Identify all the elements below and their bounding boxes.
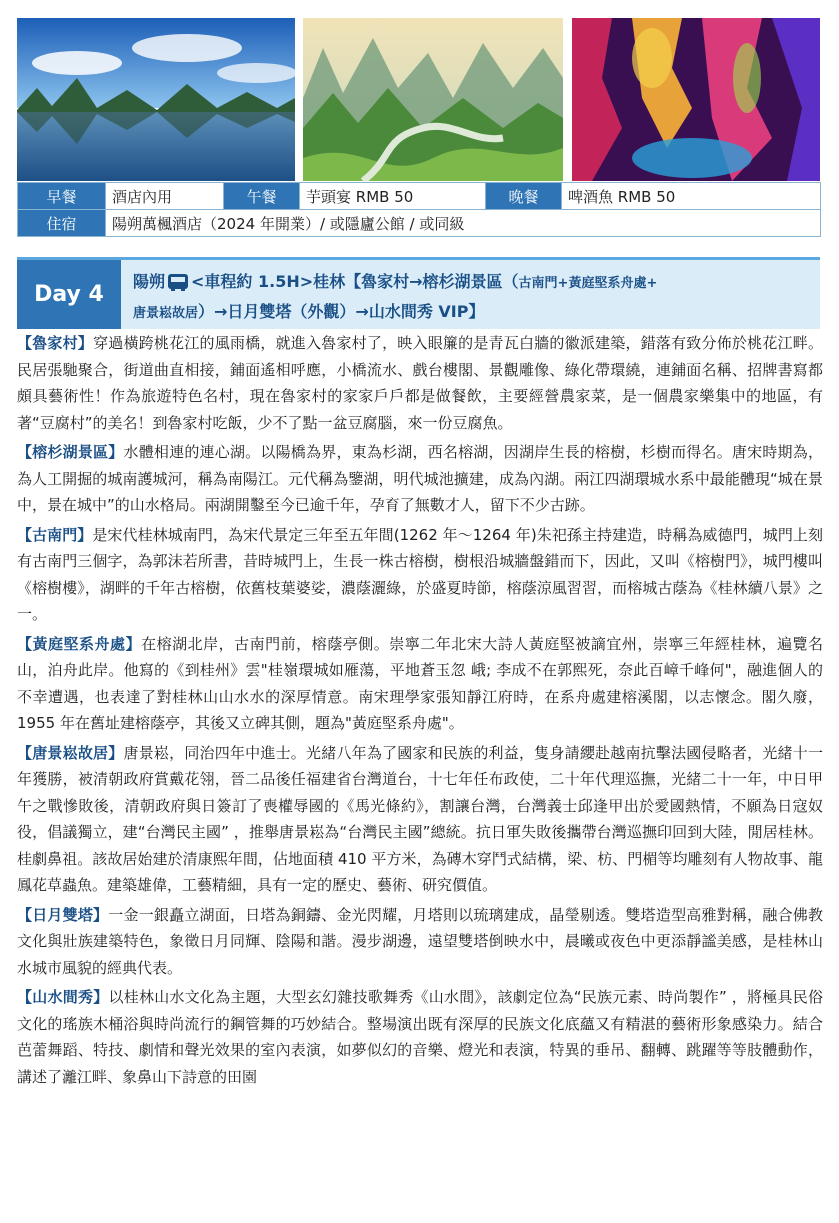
section-title: 【唐景崧故居】	[17, 743, 124, 762]
section-rongshan-lake	[17, 439, 823, 519]
section-title: 【黃庭堅系舟處】	[17, 634, 142, 653]
lunch-label: 午餐	[224, 183, 300, 210]
day-title-sub2: 唐景崧故居	[133, 306, 199, 321]
section-title: 【魯家村】	[17, 334, 94, 352]
photo-strip	[17, 18, 820, 181]
section-title: 【榕杉湖景區】	[17, 443, 124, 461]
breakfast-label: 早餐	[18, 183, 106, 210]
lunch-value: 芋頭宴 RMB 50	[300, 183, 486, 210]
breakfast-value: 酒店內用	[106, 183, 224, 210]
section-text: 以桂林山水文化為主題，大型玄幻雜技歌舞秀《山水間》，該劇定位為“民族元素、時尚製作” ，將極具民俗文化的瑤族木桶浴與時尚流行的鋼管舞的巧妙結合。整場演出既有深厚的民族文化底蘊又有精湛的藝術形象感染力。結合芭蕾舞蹈、特技、劇情和聲光效果的室內表演，如夢似幻的音樂、燈光和表演，特異的垂吊、翻轉、跳躍等等肢體動作，講述了灕江畔、象鼻山下詩意的田園	[17, 988, 823, 1086]
day-header	[17, 257, 820, 329]
bus-icon	[168, 274, 188, 289]
section-shanshuijian-show	[17, 984, 823, 1090]
section-ancient-south-gate	[17, 522, 823, 628]
hotel-value: 陽朔萬楓酒店（2024 年開業）/ 或隱廬公館 / 或同級	[106, 210, 821, 237]
dinner-label: 晚餐	[486, 183, 562, 210]
dinner-value: 啤酒魚 RMB 50	[562, 183, 821, 210]
section-lujia-village	[17, 330, 823, 436]
photo-reed-flute-cave	[572, 18, 820, 181]
section-text: 唐景崧，同治四年中進士。光緒八年為了國家和民族的利益，隻身請纓赴越南抗擊法國侵略者，光緒十一年獲勝，被清朝政府賞戴花翎，晉二品後任福建省台灣道台，十七年任布政使，二十年代理巡撫，光緒二十一年，中日甲午之戰慘敗後，清朝政府與日簽訂了喪權辱國的《馬光條約》，割讓台灣，台灣義士邱逢甲出於愛國熱情，不願為日寇奴役，倡議獨立，建“台灣民主國” ，推舉唐景崧為“台灣民主國”總統。抗日軍失敗後攜帶台灣巡撫印回到大陸，閒居桂林。桂劇鼻祖。該故居始建於清康熙年間，佔地面積 410 平方米，為磚木穿鬥式結構，梁、枋、門楣等均雕刻有人物故事、龍鳳花草蟲魚。建築雄偉，工藝精細，具有一定的歷史、藝術、研究價值。	[17, 743, 823, 894]
hotel-label: 住宿	[18, 210, 106, 237]
day-title-route: <車程約 1.5H>桂林【魯家村→榕杉湖景區（	[191, 272, 519, 291]
hotel-row	[18, 210, 821, 237]
meals-row	[18, 183, 821, 210]
section-text: 在榕湖北岸，古南門前，榕蔭亭側。崇寧二年北宋大詩人黃庭堅被謫宜州，崇寧三年經桂林，遍覽名山，泊舟此岸。他寫的《到桂州》雲"桂嶺環城如雁蕩，平地蒼玉忽 峨; 李成不在郭熙死，奈此百嶂千峰何"，融進個人的不幸遭遇，也表達了對桂林山山水水的深厚情意。南宋理學家張知靜江府時，在系舟處建榕溪閣，以志懷念。閣久廢，1955 年在舊址建榕蔭亭，其後又立碑其側，題為"黃庭堅系舟處"。	[17, 634, 823, 732]
section-sun-moon-pagodas	[17, 902, 823, 982]
section-title: 【日月雙塔】	[17, 905, 109, 924]
meals-table	[17, 182, 821, 237]
itinerary-content	[17, 330, 823, 1093]
day-title-sub1: 古南門+黃庭堅系舟處+	[518, 276, 658, 291]
section-text: 水體相連的連心湖。以陽橋為界，東為杉湖，西名榕湖，因湖岸生長的榕樹，杉樹而得名。唐宋時期為，為人工開掘的城南護城河，稱為南陽江。元代稱為鑒湖，明代城池擴建，成為內湖。兩江四湖環城水系中最能體現“城在景中，景在城中”的山水格局。兩湖開鑿至今已逾千年，孕育了無數才人，留下不少古跡。	[17, 443, 823, 514]
section-title: 【山水間秀】	[17, 988, 109, 1006]
section-text: 一金一銀矗立湖面，日塔為銅鑄、金光閃耀，月塔則以琉璃建成，晶瑩剔透。雙塔造型高雅對稱，融合佛教文化與壯族建築特色，象徵日月同輝、陰陽和諧。漫步湖邊，遠望雙塔倒映水中，晨曦或夜色中更添靜謐美感，是桂林山水城市風貌的經典代表。	[17, 905, 823, 977]
section-huang-tingjian	[17, 631, 823, 737]
day-title-start: 陽朔	[133, 272, 166, 291]
section-title: 【古南門】	[17, 525, 93, 544]
section-tang-jingsong	[17, 740, 823, 899]
day-title	[133, 268, 813, 328]
section-text: 穿過橫跨桃花江的風雨橋，就進入魯家村了，映入眼簾的是青瓦白牆的徽派建築，錯落有致分佈於桃花江畔。民居張馳聚合，街道曲直相接，鋪面遙相呼應，小橋流水、戲台樓閣、景觀雕像、綠化帶環繞，連鋪面名稱、招牌書寫都頗具藝術性！作為旅遊特色名村，現在魯家村的家家戶戶都是做餐飲，主要經營農家菜，是一個農家樂集中的地區，有著“豆腐村”的美名！到魯家村吃飯，少不了點一盆豆腐腦，來一份豆腐魚。	[17, 334, 823, 432]
day-title-end: ）→日月雙塔（外觀）→山水間秀 VIP】	[198, 302, 485, 321]
day-badge: Day 4	[17, 260, 121, 329]
photo-karst-valley	[303, 18, 563, 181]
section-text: 是宋代桂林城南門，為宋代景定三年至五年間(1262 年～1264 年)朱祀孫主持建造，時稱為威德門，城門上刻有古南門三個字，為郭沫若所書，昔時城門上，生長一株古榕樹，樹根沿城牆盤錯而下，因此，又叫《榕樹門》，城門樓叫《榕樹樓》，湖畔的千年古榕樹，依舊枝葉婆娑，濃蔭灑綠，於盛夏時節，榕蔭涼風習習，而榕城古蔭為《桂林續八景》之一。	[17, 525, 823, 623]
photo-li-river	[17, 18, 295, 181]
